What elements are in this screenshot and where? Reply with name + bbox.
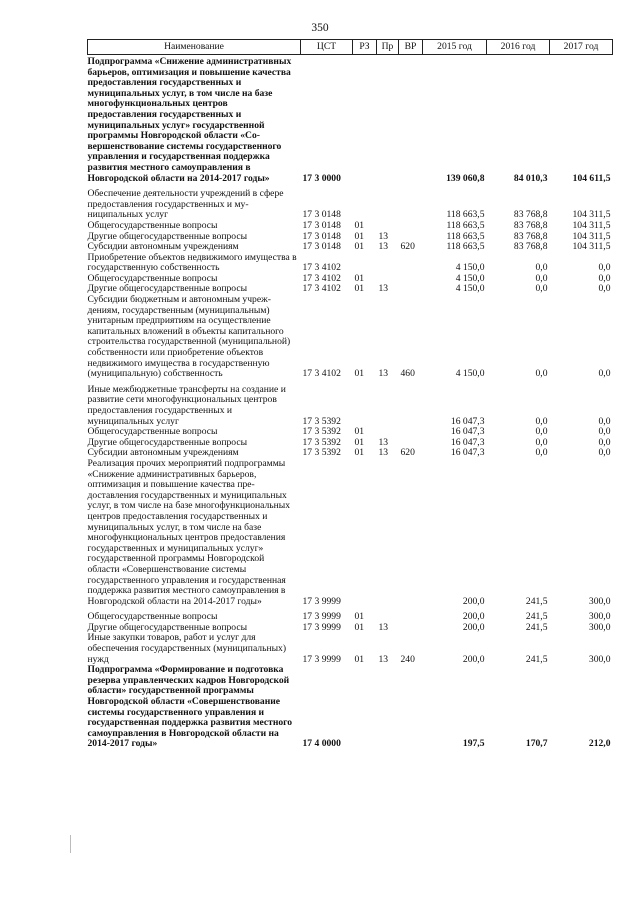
cell-2016: 241,5 xyxy=(525,653,548,665)
header-pr: Пр xyxy=(377,40,399,55)
cell-rz xyxy=(353,665,377,750)
cell-rz: 01 xyxy=(354,283,365,295)
cell-rz: 01 xyxy=(354,230,365,242)
table-body xyxy=(88,55,613,751)
cell-pr: 13 xyxy=(378,368,389,380)
cell-2017: 0,0 xyxy=(598,272,611,284)
cell-pr: 13 xyxy=(378,621,389,633)
cell-rz xyxy=(353,55,377,190)
cell-2015: 200,0 xyxy=(462,653,485,665)
cell-name: Субсидии автономным учреждениям xyxy=(87,241,239,253)
cell-rz: 01 xyxy=(354,241,365,253)
table-row xyxy=(88,295,613,385)
cell-2015: 16 047,3 xyxy=(450,415,485,427)
cell-cst: 17 4 0000 xyxy=(302,738,341,750)
cell-cst: 17 3 4102 xyxy=(302,272,341,284)
header-2015: 2015 год xyxy=(423,40,487,55)
cell-pr: 13 xyxy=(378,436,389,448)
table-row xyxy=(88,633,613,665)
cell-pr: 13 xyxy=(378,447,389,459)
header-name: Наименование xyxy=(88,40,301,55)
cell-rz xyxy=(353,253,377,274)
cell-cst: 17 3 9999 xyxy=(302,611,341,623)
cell-rz xyxy=(353,385,377,427)
cell-rz xyxy=(353,189,377,221)
cell-2015: 4 150,0 xyxy=(455,262,485,274)
table-row xyxy=(88,253,613,274)
cell-cst: 17 3 0148 xyxy=(302,209,341,221)
cell-vr xyxy=(399,284,423,295)
cell-2016: 0,0 xyxy=(535,447,548,459)
cell-2017: 104 311,5 xyxy=(572,209,611,221)
cell-cst: 17 3 0000 xyxy=(302,172,341,184)
cell-2016: 0,0 xyxy=(535,415,548,427)
cell-2015: 118 663,5 xyxy=(446,230,485,242)
cell-2016: 0,0 xyxy=(535,436,548,448)
cell-vr xyxy=(399,665,423,750)
cell-rz: 01 xyxy=(354,272,365,284)
cell-2015: 4 150,0 xyxy=(455,283,485,295)
cell-rz: 01 xyxy=(354,368,365,380)
cell-vr: 240 xyxy=(400,653,415,665)
cell-name: Иные закупки товаров, работ и услуг для обеспечения государственных (муниципальных) нужд xyxy=(87,632,287,665)
cell-cst: 17 3 5392 xyxy=(302,447,341,459)
cell-pr xyxy=(377,189,399,221)
cell-pr xyxy=(377,221,399,232)
header-vr: ВР xyxy=(399,40,423,55)
header-rz: РЗ xyxy=(353,40,377,55)
cell-2015: 197,5 xyxy=(462,738,485,750)
cell-2015: 16 047,3 xyxy=(450,426,485,438)
cell-pr: 13 xyxy=(378,241,389,253)
cell-2016: 83 768,8 xyxy=(513,230,548,242)
cell-2017: 300,0 xyxy=(588,621,611,633)
cell-2015: 118 663,5 xyxy=(446,241,485,253)
cell-2017: 0,0 xyxy=(598,283,611,295)
table-row xyxy=(88,385,613,427)
cell-2016: 0,0 xyxy=(535,272,548,284)
cell-cst: 17 3 4102 xyxy=(302,262,341,274)
cell-vr: 460 xyxy=(400,368,415,380)
page-number: 350 xyxy=(311,22,329,34)
cell-2016: 0,0 xyxy=(535,426,548,438)
cell-pr xyxy=(377,253,399,274)
cell-2015: 16 047,3 xyxy=(450,436,485,448)
cell-name: Общегосударственные вопросы xyxy=(87,611,218,623)
cell-rz: 01 xyxy=(354,447,365,459)
scan-mark xyxy=(70,835,71,853)
cell-cst: 17 3 9999 xyxy=(302,621,341,633)
table-row xyxy=(88,189,613,221)
cell-name: Иные межбюджетные трансферты на создание и развитие сети многофункциональных центров предоставления государственных и муниципальных услуг xyxy=(87,383,286,427)
cell-rz: 01 xyxy=(354,611,365,623)
cell-2015: 200,0 xyxy=(462,595,485,607)
cell-pr xyxy=(377,459,399,612)
cell-vr xyxy=(399,189,423,221)
cell-2015: 139 060,8 xyxy=(446,172,485,184)
cell-2015: 4 150,0 xyxy=(455,272,485,284)
cell-cst: 17 3 0148 xyxy=(302,230,341,242)
cell-2017: 0,0 xyxy=(598,262,611,274)
cell-rz: 01 xyxy=(354,621,365,633)
cell-name: Подпрограмма «Формирование и подготовка резерва управленческих кадров Новгородской области» государственной программы Новгородской области «Совершенствование системы государственного управления и государственная поддержка развития местного самоуправления в Новгородской области на 2014-2017 годы» xyxy=(87,664,293,750)
cell-2015: 200,0 xyxy=(462,611,485,623)
cell-2016: 241,5 xyxy=(525,621,548,633)
header-2016: 2016 год xyxy=(487,40,550,55)
cell-2015: 16 047,3 xyxy=(450,447,485,459)
cell-2015: 4 150,0 xyxy=(455,368,485,380)
cell-cst: 17 3 9999 xyxy=(302,595,341,607)
table-row xyxy=(88,55,613,190)
cell-2016: 83 768,8 xyxy=(513,241,548,253)
cell-name: Другие общегосударственные вопросы xyxy=(87,283,248,295)
cell-2017: 300,0 xyxy=(588,611,611,623)
cell-vr xyxy=(399,55,423,190)
cell-2015: 118 663,5 xyxy=(446,219,485,231)
cell-2016: 241,5 xyxy=(525,595,548,607)
cell-2015: 200,0 xyxy=(462,621,485,633)
cell-2015: 118 663,5 xyxy=(446,209,485,221)
cell-name: Общегосударственные вопросы xyxy=(87,272,218,284)
cell-2017: 300,0 xyxy=(588,653,611,665)
cell-2016: 0,0 xyxy=(535,262,548,274)
cell-2017: 0,0 xyxy=(598,426,611,438)
cell-name: Подпрограмма «Снижение административных барьеров, оптимизация и повышение качества предоставления государственных и муниципальных услуг, в том числе на базе многофункциональных центров предоставления государственных и муниципальных услуг» государственной программы Новгородской области «Совершенствование системы государственного управления и государственная поддержка развития местного самоуправления в Новгородской области на 2014-2017 годы» xyxy=(87,56,292,184)
cell-name: Субсидии автономным учреждениям xyxy=(87,447,239,459)
table-row xyxy=(88,459,613,612)
cell-2017: 104 311,5 xyxy=(572,241,611,253)
cell-rz: 01 xyxy=(354,426,365,438)
cell-2017: 212,0 xyxy=(588,738,611,750)
cell-vr xyxy=(399,427,423,438)
cell-2016: 170,7 xyxy=(525,738,548,750)
cell-2016: 241,5 xyxy=(525,611,548,623)
cell-rz xyxy=(353,459,377,612)
cell-pr xyxy=(377,55,399,190)
cell-rz: 01 xyxy=(354,653,365,665)
cell-name: Другие общегосударственные вопросы xyxy=(87,436,248,448)
cell-pr: 13 xyxy=(378,653,389,665)
cell-cst: 17 3 5392 xyxy=(302,436,341,448)
cell-2017: 0,0 xyxy=(598,436,611,448)
cell-2016: 83 768,8 xyxy=(513,209,548,221)
cell-2016: 0,0 xyxy=(535,283,548,295)
cell-2017: 0,0 xyxy=(598,447,611,459)
cell-2016: 83 768,8 xyxy=(513,219,548,231)
cell-name: Общегосударственные вопросы xyxy=(87,219,218,231)
cell-2016: 84 010,3 xyxy=(513,172,548,184)
cell-pr: 13 xyxy=(378,230,389,242)
cell-vr xyxy=(399,274,423,285)
cell-vr xyxy=(399,385,423,427)
cell-name: Обеспечение деятельности учреждений в сфере предоставления государственных и муниципальных услуг xyxy=(87,188,284,221)
cell-name: Другие общегосударственные вопросы xyxy=(87,621,248,633)
cell-vr: 620 xyxy=(400,447,415,459)
header-2017: 2017 год xyxy=(550,40,613,55)
cell-cst: 17 3 0148 xyxy=(302,219,341,231)
cell-cst: 17 3 9999 xyxy=(302,653,341,665)
cell-2017: 104 611,5 xyxy=(572,172,611,184)
cell-vr: 620 xyxy=(400,241,415,253)
cell-cst: 17 3 4102 xyxy=(302,368,341,380)
cell-2017: 300,0 xyxy=(588,595,611,607)
table-row xyxy=(88,221,613,232)
cell-2017: 104 311,5 xyxy=(572,230,611,242)
cell-2017: 0,0 xyxy=(598,368,611,380)
table-row xyxy=(88,665,613,750)
cell-name: Приобретение объектов недвижимого имущества в государственную собственность xyxy=(87,251,297,274)
cell-cst: 17 3 5392 xyxy=(302,426,341,438)
cell-cst: 17 3 4102 xyxy=(302,283,341,295)
cell-name: Субсидии бюджетным и автономным учреждениям, государственным (муниципальным) унитарным предприятиям на осуществление капитальных вложений в объекты капитального строительства государственной (муниципальной) собственности или приобретение объектов недвижимого имущества в государственную (муниципальную) собственность xyxy=(87,294,291,380)
cell-pr xyxy=(377,665,399,750)
cell-cst: 17 3 5392 xyxy=(302,415,341,427)
budget-table xyxy=(87,39,613,750)
cell-vr xyxy=(399,612,423,623)
cell-2017: 104 311,5 xyxy=(572,219,611,231)
cell-pr xyxy=(377,385,399,427)
cell-2017: 0,0 xyxy=(598,415,611,427)
cell-name: Другие общегосударственные вопросы xyxy=(87,230,248,242)
cell-vr xyxy=(399,623,423,634)
cell-cst: 17 3 0148 xyxy=(302,241,341,253)
cell-name: Реализация прочих мероприятий подпрограммы «Снижение административных барьеров, оптимизация и повышение качества предоставления государственных и муниципальных услуг, в том числе на базе многофункциональных центров предоставления государственных и муниципальных услуг, в том числе на базе многофункциональных центров предоставления государственных и муниципальных услуг» государственной программы Новгородской области «Совершенствование системы государственного управления и государственная поддержка развития местного самоуправления в Новгородской области на 2014-2017 годы» xyxy=(87,457,291,607)
cell-pr: 13 xyxy=(378,283,389,295)
cell-rz: 01 xyxy=(354,219,365,231)
cell-name: Общегосударственные вопросы xyxy=(87,426,218,438)
cell-vr xyxy=(399,459,423,612)
cell-2016: 0,0 xyxy=(535,368,548,380)
cell-vr xyxy=(399,253,423,274)
cell-vr xyxy=(399,221,423,232)
cell-rz: 01 xyxy=(354,436,365,448)
header-cst: ЦСТ xyxy=(301,40,353,55)
table-header-row xyxy=(88,40,613,55)
